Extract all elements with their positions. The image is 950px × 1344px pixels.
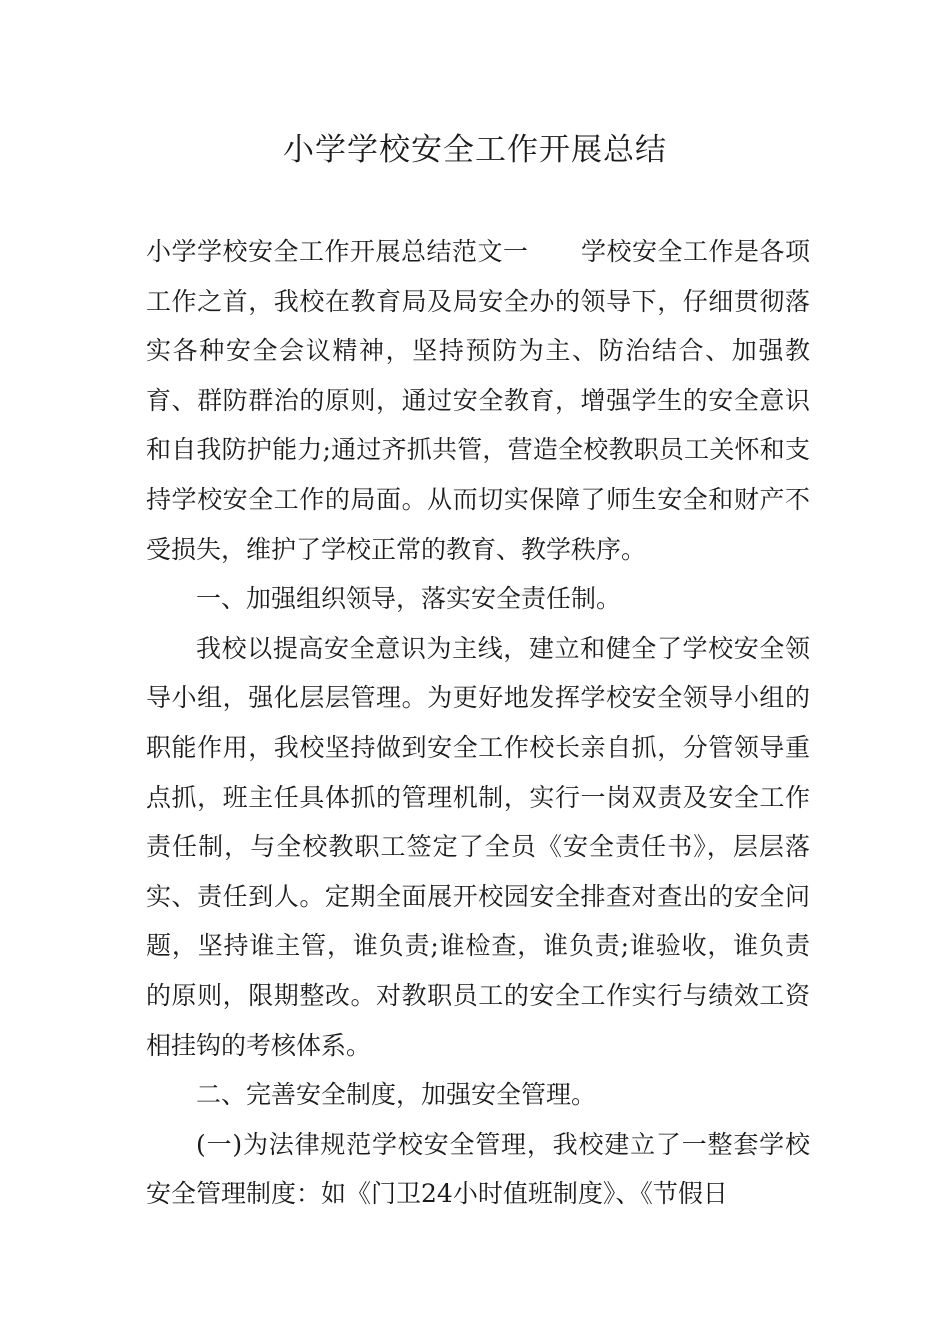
section2-paragraph: (一)为法律规范学校安全管理，我校建立了一整套学校安全管理制度：如《门卫24小时值班制度》、《节假日 [146, 1129, 810, 1209]
section1-paragraph: 我校以提高安全意识为主线，建立和健全了学校安全领导小组，强化层层管理。为更好地发挥学校安全领导小组的职能作用，我校坚持做到安全工作校长亲自抓，分管领导重点抓，班主任具体抓的管理机制，实行一岗双责及安全工作责任制，与全校教职工签定了全员《安全责任书》，层层落实、责任到人。定期全面展开校园安全排查对查出的安全问题，坚持谁主管，谁负责;谁检查，谁负责;谁验收，谁负责的原则，限期整改。对教职员工的安全工作实行与绩效工资相挂钩的考核体系。 [146, 633, 810, 1060]
document-body [146, 227, 810, 1219]
section1-heading: 一、加强组织领导，落实安全责任制。 [196, 584, 622, 614]
intro-text: 学校安全工作是各项工作之首，我校在教育局及局安全办的领导下，仔细贯彻落实各种安全会议精神，坚持预防为主、防治结合、加强教育、群防群治的原则，通过安全教育，增强学生的安全意识和自我防护能力;通过齐抓共管，营造全校教职员工关怀和支持学校安全工作的局面。从而切实保障了师生安全和财产不受损失，维护了学校正常的教育、教学秩序。 [146, 237, 810, 564]
intro-label: 小学学校安全工作开展总结范文一 [146, 237, 529, 266]
intro-paragraph [146, 227, 810, 574]
document-title: 小学学校安全工作开展总结 [283, 132, 667, 168]
section2-heading: 二、完善安全制度，加强安全管理。 [196, 1080, 597, 1110]
